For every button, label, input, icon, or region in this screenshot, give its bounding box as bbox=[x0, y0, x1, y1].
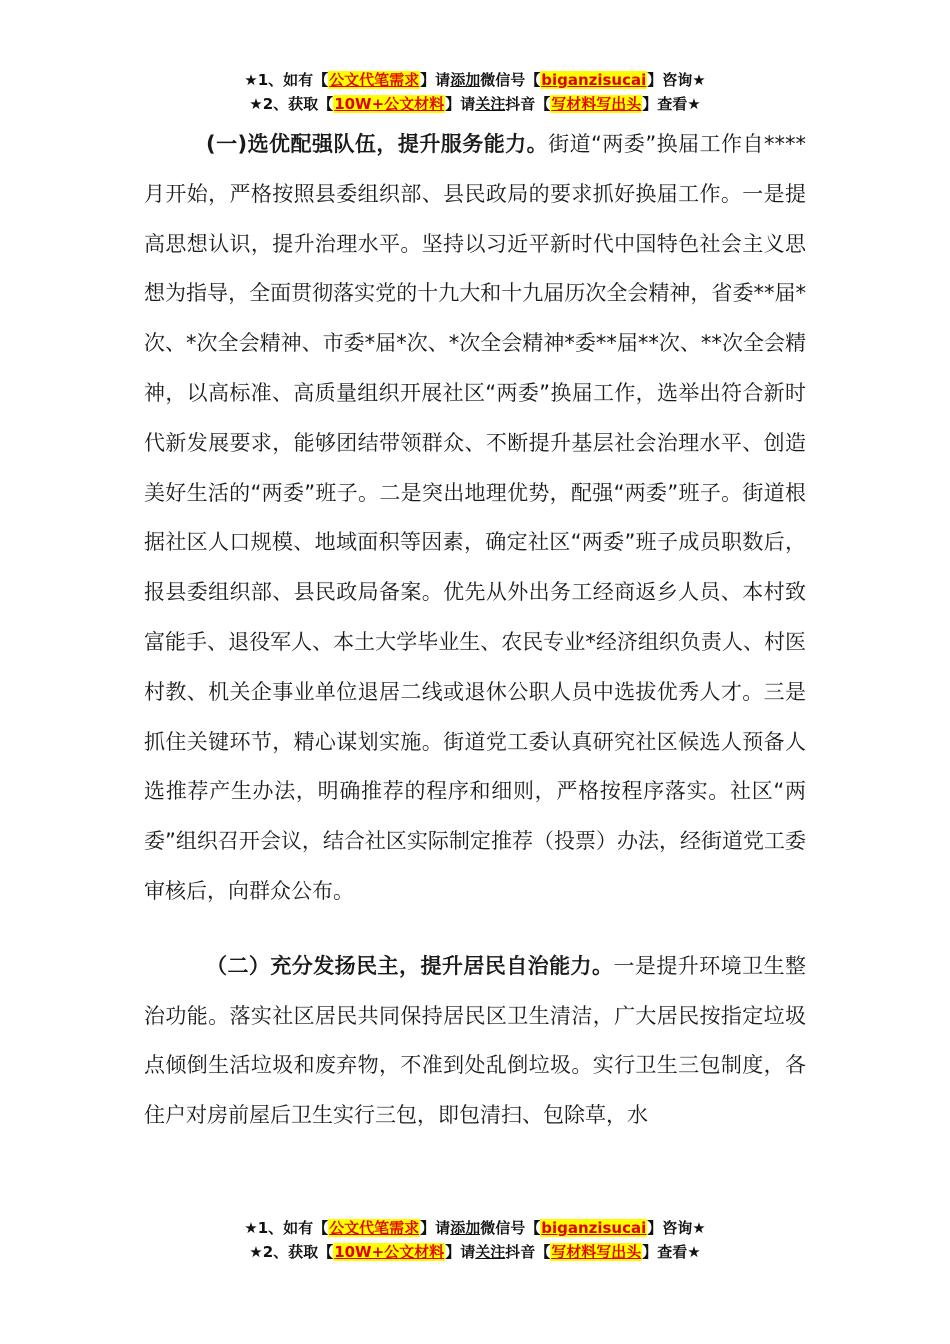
promo-underline: 添加 bbox=[450, 71, 481, 89]
promo-highlight: 公文代笔需求 bbox=[329, 71, 420, 89]
promo-line-2 bbox=[0, 1240, 950, 1264]
footer-promo-banner bbox=[0, 1216, 950, 1264]
section-heading: (一)选优配强队伍，提升服务能力。 bbox=[206, 132, 549, 156]
promo-text: 抖音【 bbox=[505, 95, 551, 113]
promo-text: 】咨询★ bbox=[647, 71, 706, 89]
promo-text: 微信号【 bbox=[480, 71, 541, 89]
promo-highlight: 10W+公文材料 bbox=[334, 95, 445, 113]
promo-highlight: 写材料写出头 bbox=[551, 1243, 642, 1261]
paragraph-section-1 bbox=[144, 120, 806, 917]
promo-text: 】查看★ bbox=[642, 1243, 701, 1261]
promo-text: 】请 bbox=[445, 1243, 476, 1261]
promo-text: 】查看★ bbox=[642, 95, 701, 113]
promo-text: ★2、获取【 bbox=[249, 1243, 334, 1261]
promo-line-1 bbox=[0, 1216, 950, 1240]
document-body bbox=[144, 120, 806, 1141]
promo-highlight: 写材料写出头 bbox=[551, 95, 642, 113]
promo-line-2 bbox=[0, 92, 950, 116]
promo-text: 微信号【 bbox=[480, 1219, 541, 1237]
promo-highlight: biganzisucai bbox=[541, 71, 647, 89]
promo-highlight: 公文代笔需求 bbox=[329, 1219, 420, 1237]
promo-underline: 关注 bbox=[475, 95, 506, 113]
promo-underline: 添加 bbox=[450, 1219, 481, 1237]
promo-highlight: 10W+公文材料 bbox=[334, 1243, 445, 1261]
promo-text: ★2、获取【 bbox=[249, 95, 334, 113]
header-promo-banner bbox=[0, 68, 950, 116]
promo-text: 】请 bbox=[445, 95, 476, 113]
promo-text: 】咨询★ bbox=[647, 1219, 706, 1237]
promo-text: 】请 bbox=[420, 1219, 451, 1237]
paragraph-text: 一是提升环境卫生整治功能。落实社区居民共同保持居民区卫生清洁，广大居民按指定垃圾点倾倒生活垃圾和废弃物，不准到处乱倒垃圾。实行卫生三包制度，各住户对房前屋后卫生实行三包，即包清扫、包除草，水 bbox=[144, 953, 807, 1128]
promo-highlight: biganzisucai bbox=[541, 1219, 647, 1237]
paragraph-text: 街道“两委”换届工作自****月开始，严格按照县委组织部、县民政局的要求抓好换届工作。一是提高思想认识，提升治理水平。坚持以习近平新时代中国特色社会主义思想为指导，全面贯彻落实党的十九大和十九届历次全会精神，省委**届*次、*次全会精神、市委*届*次、*次全会精神*委**届**次、**次全会精神，以高标准、高质量组织开展社区“两委”换届工作，选举出符合新时代新发展要求，能够团结带领群众、不断提升基层社会治理水平、创造美好生活的“两委”班子。二是突出地理优势，配强“两委”班子。街道根据社区人口规模、地域面积等因素，确定社区“两委”班子成员职数后，报县委组织部、县民政局备案。优先从外出务工经商返乡人员、本村致富能手、退役军人、本土大学毕业生、农民专业*经济组织负责人、村医村教、机关企事业单位退居二线或退休公职人员中选拔优秀人才。三是抓住关键环节，精心谋划实施。街道党工委认真研究社区候选人预备人选推荐产生办法，明确推荐的程序和细则，严格按程序落实。社区“两委”组织召开会议，结合社区实际制定推荐（投票）办法，经街道党工委审核后，向群众公布。 bbox=[144, 132, 806, 903]
promo-text: ★1、如有【 bbox=[244, 71, 329, 89]
promo-line-1 bbox=[0, 68, 950, 92]
section-heading: （二）充分发扬民主，提升居民自治能力。 bbox=[206, 953, 614, 978]
promo-text: 抖音【 bbox=[505, 1243, 551, 1261]
promo-text: 】请 bbox=[420, 71, 451, 89]
promo-text: ★1、如有【 bbox=[244, 1219, 329, 1237]
promo-underline: 关注 bbox=[475, 1243, 506, 1261]
paragraph-section-2 bbox=[144, 942, 806, 1141]
